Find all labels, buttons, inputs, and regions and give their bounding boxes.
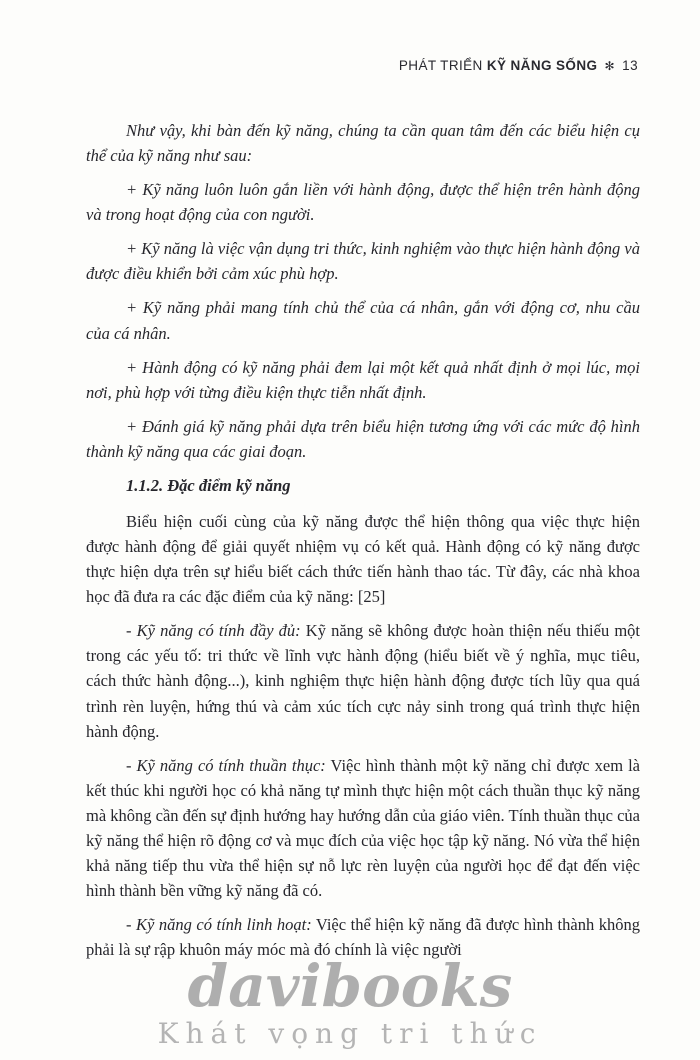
watermark-slogan: Khát vọng tri thức [157,1017,543,1050]
bullet-item: + Đánh giá kỹ năng phải dựa trên biểu hiện tương ứng với các mức độ hình thành kỹ năng qua các giai đoạn. [86,416,640,461]
section-heading: 1.1.2. Đặc điểm kỹ năng [126,475,291,495]
running-header [399,58,638,73]
page-number: 13 [622,58,638,73]
header-title: KỸ NĂNG SỐNG [486,58,598,73]
bullet-item: + Hành động có kỹ năng phải đem lại một kết quả nhất định ở mọi lúc, mọi nơi, phù hợp với từng điều kiện thực tiễn nhất định. [86,357,640,402]
header-prefix: PHÁT TRIỂN [398,58,487,73]
body-paragraph: Biểu hiện cuối cùng của kỹ năng được thể hiện thông qua việc thực hiện được hành động để giải quyết nhiệm vụ có kết quả. Hành động có kỹ năng được thực hiện dựa trên sự hiểu biết cách thức tiến hành thao tác. Từ đây, các nhà khoa học đã đưa ra các đặc điểm của kỹ năng: [25] [86,512,640,607]
feature-paragraph [86,753,640,903]
bullet-item: + Kỹ năng là việc vận dụng tri thức, kinh nghiệm vào thực hiện hành động và được điều khiển bởi cảm xúc phù hợp. [86,239,640,284]
feature-lead: - Kỹ năng có tính linh hoạt: [126,915,312,935]
feature-lead: - Kỹ năng có tính đầy đủ: [126,621,301,641]
feature-text: Kỹ năng sẽ không được hoàn thiện nếu thiếu một trong các yếu tố: tri thức về lĩnh vực hành động (hiểu biết về ý nghĩa, mục tiêu, cách thức hành động...), kinh nghiệm thực hiện hành động được tích lũy qua quá trình rèn luyện, hứng thú và cảm xúc tích cực nảy sinh trong quá trình thực hiện hành động. [86,621,640,741]
feature-text: Việc hình thành một kỹ năng chỉ được xem là kết thúc khi người học có khả năng tự mình thực hiện một cách thuần thục kỹ năng mà không cần đến sự định hướng hay hướng dẫn của giáo viên. Tính thuần thục của kỹ năng thể hiện rõ động cơ và mục đích của việc học tập kỹ năng. Nó vừa thể hiện khả năng tiếp thu vừa thể hiện sự nỗ lực rèn luyện của người học để đạt đến việc hình thành bền vững kỹ năng đã có. [86,755,640,901]
feature-text: Việc thể hiện kỹ năng đã được hình thành không phải là sự rập khuôn máy móc mà đó chính là việc người [86,915,640,960]
bullet-item: + Kỹ năng phải mang tính chủ thể của cá nhân, gắn với động cơ, nhu cầu của cá nhân. [86,298,640,343]
watermark-brand: davibooks [187,952,513,1020]
feature-paragraph [86,912,640,962]
page-content [86,118,640,971]
asterisk-icon: ✻ [604,59,616,73]
feature-paragraph [86,618,640,743]
intro-paragraph: Như vậy, khi bàn đến kỹ năng, chúng ta cần quan tâm đến các biểu hiện cụ thể của kỹ năng như sau: [86,121,640,166]
bullet-item: + Kỹ năng luôn luôn gắn liền với hành động, được thể hiện trên hành động và trong hoạt động của con người. [86,180,640,225]
feature-lead: - Kỹ năng có tính thuần thục: [126,755,326,775]
